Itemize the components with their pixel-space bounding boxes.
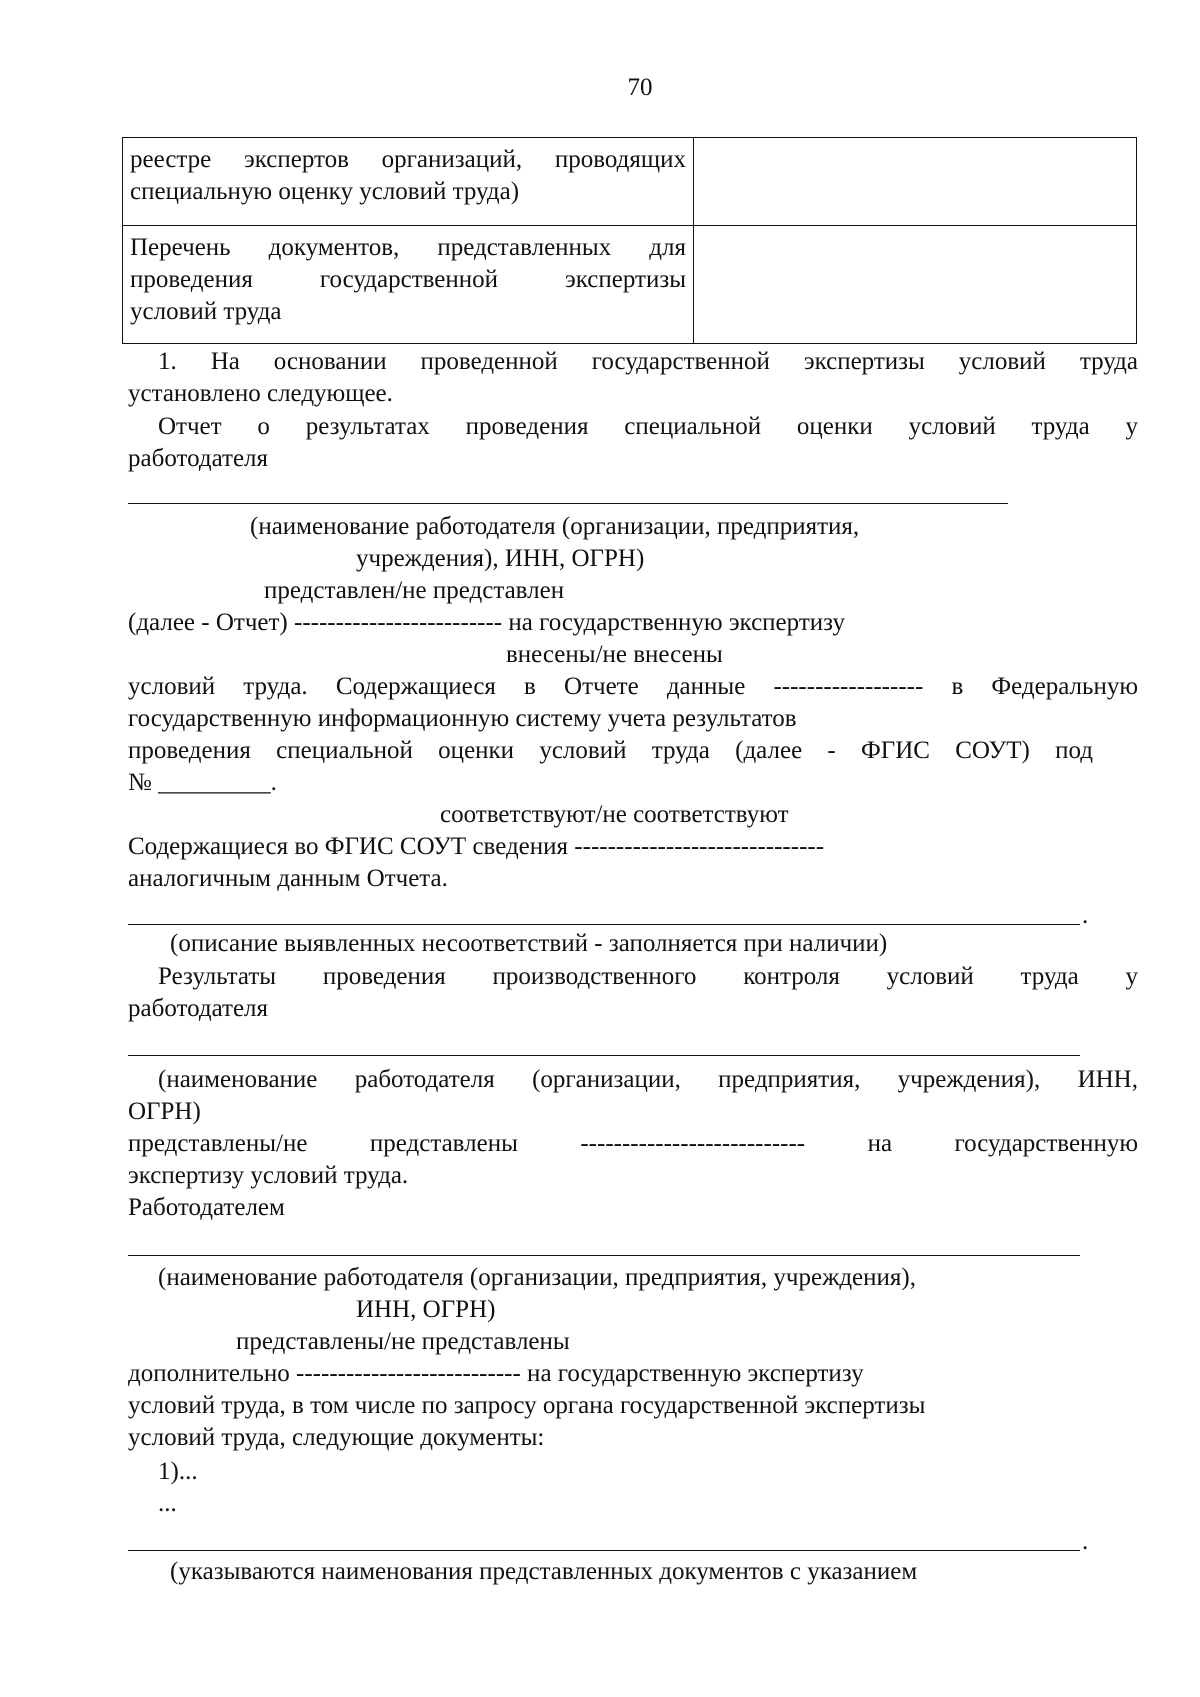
table-row	[123, 226, 1137, 344]
blank-line	[128, 1255, 1080, 1256]
blank-line	[128, 1550, 1080, 1551]
paragraph-line: установлено следующее.	[128, 380, 393, 407]
blank-line	[128, 924, 1080, 925]
table-cell-line: условий труда	[130, 298, 282, 325]
table-cell-line: реестре экспертов организаций, проводящих	[130, 146, 686, 173]
option-caption: внесены/не внесены	[506, 641, 723, 668]
table-cell-value	[694, 138, 1137, 226]
page-number: 70	[627, 74, 653, 101]
caption: ОГРН)	[128, 1098, 201, 1125]
table-cell-value	[694, 226, 1137, 344]
blank-line	[128, 503, 1008, 504]
period: .	[1082, 902, 1089, 929]
caption: учреждения), ИНН, ОГРН)	[356, 545, 645, 572]
paragraph-line: Результаты проведения производственного контроля условий труда у	[158, 963, 1138, 990]
paragraph-line: аналогичным данным Отчета.	[128, 865, 448, 892]
paragraph-line: работодателя	[128, 995, 269, 1022]
paragraph-line: (далее - Отчет) ------------------------- на государственную экспертизу	[128, 609, 845, 636]
paragraph-line: представлены/не представлены --------------------------- на государственную	[128, 1130, 1138, 1157]
caption: ИНН, ОГРН)	[356, 1296, 496, 1323]
caption: (описание выявленных несоответствий - заполняется при наличии)	[170, 930, 888, 957]
option-caption: соответствуют/не соответствуют	[440, 801, 789, 828]
table-cell-label	[123, 138, 694, 226]
caption: (наименование работодателя (организации, предприятия, учреждения), ИНН,	[158, 1066, 1138, 1093]
paragraph-line: работодателя	[128, 445, 269, 472]
paragraph-line: № _________.	[128, 769, 277, 796]
caption: (наименование работодателя (организации, предприятия, учреждения),	[158, 1264, 916, 1291]
paragraph-line: государственную информационную систему учета результатов	[128, 705, 797, 732]
table-cell-line: Перечень документов, представленных для	[130, 234, 686, 261]
paragraph-line: дополнительно --------------------------- на государственную экспертизу	[128, 1360, 864, 1387]
table-row	[123, 138, 1137, 226]
paragraph-line: экспертизу условий труда.	[128, 1162, 409, 1189]
blank-line	[128, 1055, 1080, 1056]
table-cell-label	[123, 226, 694, 344]
info-table	[122, 137, 1137, 344]
paragraph-line: Содержащиеся во ФГИС СОУТ сведения ------------------------------	[128, 833, 825, 860]
option-caption: представлены/не представлены	[236, 1328, 570, 1355]
paragraph-line: 1. На основании проведенной государственной экспертизы условий труда	[158, 348, 1138, 375]
caption: (указываются наименования представленных документов с указанием	[170, 1558, 918, 1585]
table-cell-line: специальную оценку условий труда)	[130, 178, 520, 205]
paragraph-line: условий труда. Содержащиеся в Отчете данные ------------------ в Федеральную	[128, 673, 1138, 700]
period: .	[1082, 1528, 1089, 1555]
paragraph-line: Отчет о результатах проведения специальной оценки условий труда у	[158, 413, 1138, 440]
option-caption: представлен/не представлен	[264, 577, 565, 604]
table-cell-line: проведения государственной экспертизы	[130, 266, 686, 293]
paragraph-line: проведения специальной оценки условий труда (далее - ФГИС СОУТ) под	[128, 737, 1093, 764]
list-item: ...	[158, 1490, 177, 1517]
paragraph-line: условий труда, следующие документы:	[128, 1424, 545, 1451]
paragraph-line: Работодателем	[128, 1194, 285, 1221]
caption: (наименование работодателя (организации, предприятия,	[250, 513, 860, 540]
paragraph-line: условий труда, в том числе по запросу органа государственной экспертизы	[128, 1392, 926, 1419]
list-item: 1)...	[158, 1458, 198, 1485]
